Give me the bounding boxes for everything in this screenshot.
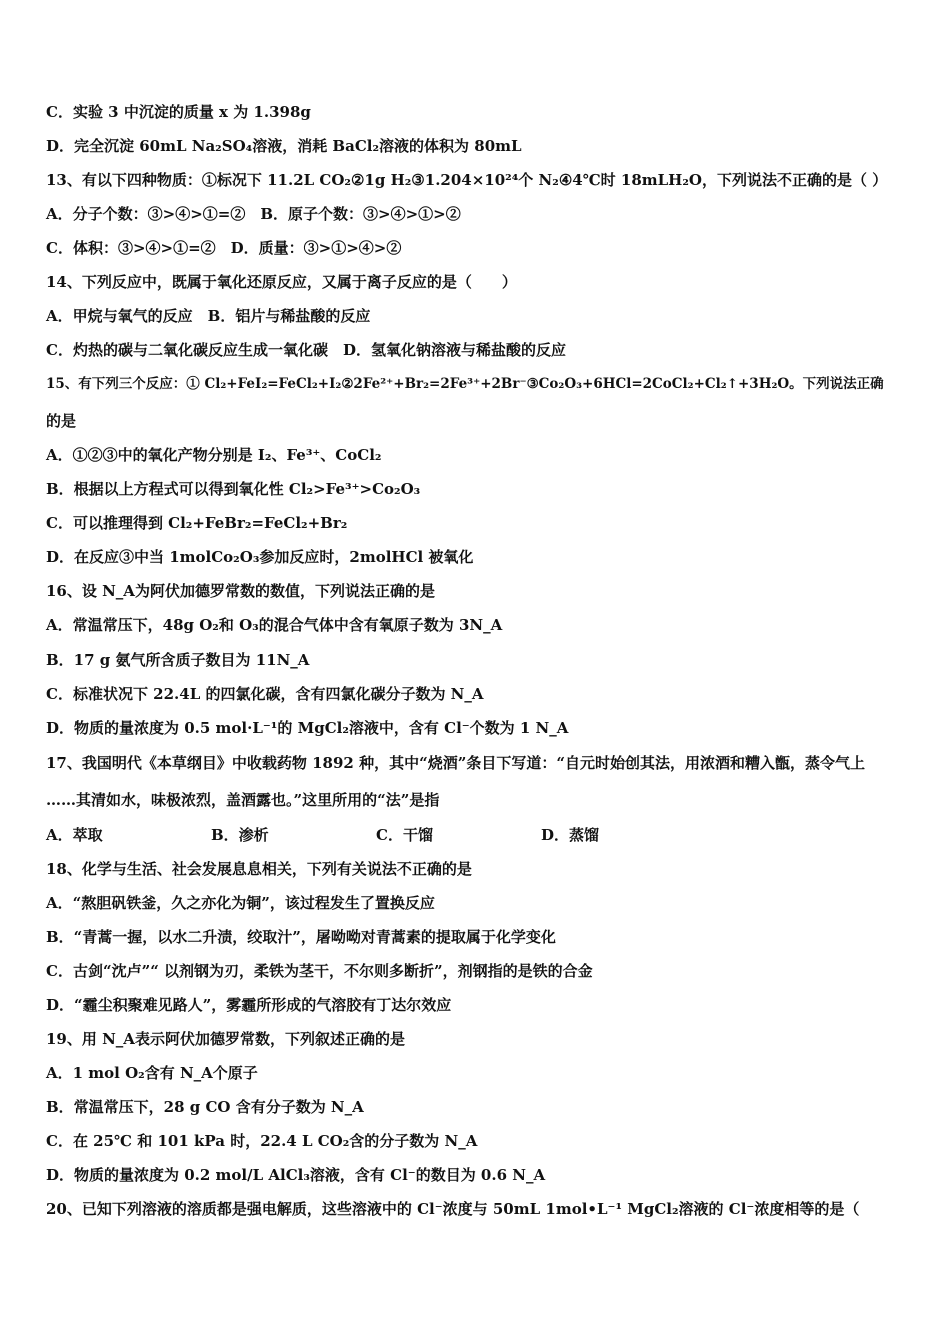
q12-option-d: D．完全沉淀 60mL Na₂SO₄溶液，消耗 BaCl₂溶液的体积为 80mL — [46, 137, 522, 155]
q16-option-c: C．标准状况下 22.4L 的四氯化碳，含有四氯化碳分子数为 N_A — [46, 685, 484, 703]
q15-option-c: C．可以推理得到 Cl₂+FeBr₂=FeCl₂+Br₂ — [46, 514, 348, 532]
q18-option-c: C．古剑“沈卢”“ 以剂钢为刃，柔铁为茎干，不尔则多断折”，剂钢指的是铁的合金 — [46, 962, 593, 980]
q17-option-b: B．渗析 — [211, 826, 269, 844]
q19-option-a: A．1 mol O₂含有 N_A个原子 — [46, 1064, 258, 1082]
q17-option-d: D．蒸馏 — [541, 826, 600, 844]
q18-option-b: B．“青蒿一握，以水二升渍，绞取汁”，屠呦呦对青蒿素的提取属于化学变化 — [46, 928, 556, 946]
q17-options — [46, 825, 910, 845]
q20-stem: 20、已知下列溶液的溶质都是强电解质，这些溶液中的 Cl⁻浓度与 50mL 1mol•L⁻¹ MgCl₂溶液的 Cl⁻浓度相等的是（ — [46, 1200, 860, 1218]
q13-stem: 13、有以下四种物质：①标况下 11.2L CO₂②1g H₂③1.204×10²⁴个 N₂④4℃时 18mLH₂O，下列说法不正确的是（ ） — [46, 171, 888, 189]
q18-option-a: A．“熬胆矾铁釜，久之亦化为铜”，该过程发生了置换反应 — [46, 894, 435, 912]
q18-option-d: D．“霾尘积聚难见路人”，雾霾所形成的气溶胶有丁达尔效应 — [46, 996, 452, 1014]
q19-option-c: C．在 25℃ 和 101 kPa 时，22.4 L CO₂含的分子数为 N_A — [46, 1132, 478, 1150]
q19-option-d: D．物质的量浓度为 0.2 mol/L AlCl₃溶液，含有 Cl⁻的数目为 0.6 N_A — [46, 1166, 546, 1184]
q15-stem-cont: 的是 — [46, 412, 77, 430]
q17-stem-cont: ……其清如水，味极浓烈，盖酒露也。”这里所用的“法”是指 — [46, 791, 440, 809]
q16-stem: 16、设 N_A为阿伏加德罗常数的数值，下列说法正确的是 — [46, 582, 435, 600]
q17-stem: 17、我国明代《本草纲目》中收载药物 1892 种，其中“烧酒”条目下写道：“自元时始创其法，用浓酒和糟入甑，蒸令气上 — [46, 754, 865, 772]
q19-option-b: B．常温常压下，28 g CO 含有分子数为 N_A — [46, 1098, 364, 1116]
q12-option-c: C．实验 3 中沉淀的质量 x 为 1.398g — [46, 103, 311, 121]
q15-option-b: B．根据以上方程式可以得到氧化性 Cl₂>Fe³⁺>Co₂O₃ — [46, 480, 421, 498]
q14-stem: 14、下列反应中，既属于氧化还原反应，又属于离子反应的是（ ） — [46, 273, 517, 291]
q19-stem: 19、用 N_A表示阿伏加德罗常数，下列叙述正确的是 — [46, 1030, 405, 1048]
q15-stem: 15、有下列三个反应：① Cl₂+FeI₂=FeCl₂+I₂②2Fe²⁺+Br₂=2Fe³⁺+2Br⁻③Co₂O₃+6HCl=2CoCl₂+Cl₂↑+3H₂O。下列说法正确 — [46, 376, 884, 392]
q14-options-cd: C．灼热的碳与二氧化碳反应生成一氧化碳 D．氢氧化钠溶液与稀盐酸的反应 — [46, 341, 566, 359]
q13-options-ab: A．分子个数：③>④>①=② B．原子个数：③>④>①>② — [46, 205, 461, 223]
q15-option-a: A．①②③中的氧化产物分别是 I₂、Fe³⁺、CoCl₂ — [46, 446, 382, 464]
q18-stem: 18、化学与生活、社会发展息息相关，下列有关说法不正确的是 — [46, 860, 472, 878]
q17-option-c: C．干馏 — [376, 826, 433, 844]
q15-option-d: D．在反应③中当 1molCo₂O₃参加反应时，2molHCl 被氧化 — [46, 548, 474, 566]
q16-option-d: D．物质的量浓度为 0.5 mol·L⁻¹的 MgCl₂溶液中，含有 Cl⁻个数为 1 N_A — [46, 719, 569, 737]
q16-option-a: A．常温常压下，48g O₂和 O₃的混合气体中含有氧原子数为 3N_A — [46, 616, 503, 634]
q17-option-a: A．萃取 — [46, 826, 103, 844]
q13-options-cd: C．体积：③>④>①=② D．质量：③>①>④>② — [46, 239, 402, 257]
q14-options-ab: A．甲烷与氧气的反应 B．铝片与稀盐酸的反应 — [46, 307, 371, 325]
q16-option-b: B．17 g 氨气所含质子数目为 11N_A — [46, 651, 310, 669]
